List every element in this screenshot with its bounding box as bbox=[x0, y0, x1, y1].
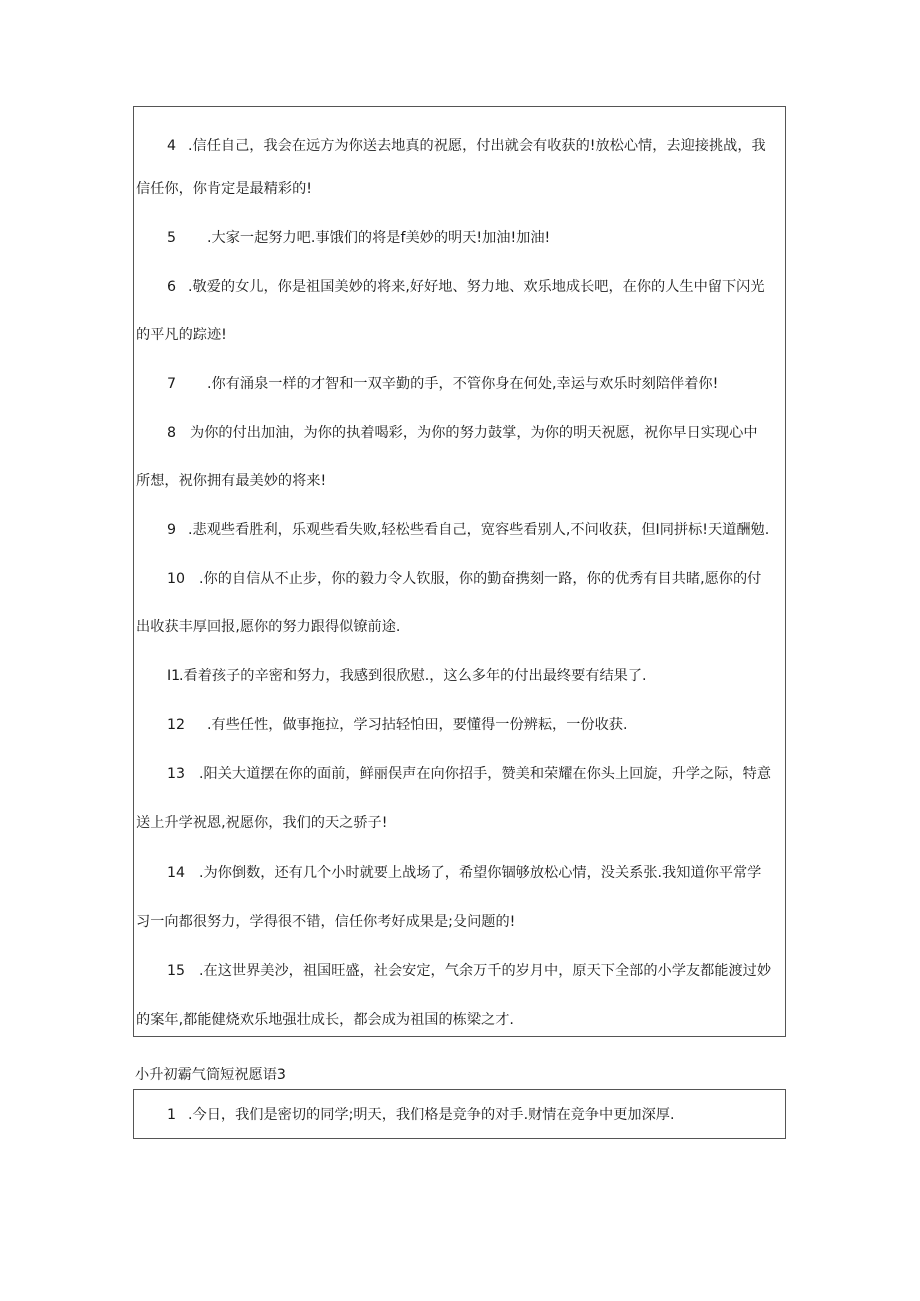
item-number: 7 bbox=[167, 376, 177, 392]
list-item bbox=[134, 710, 785, 740]
list-item bbox=[134, 661, 785, 691]
item-number: I1 bbox=[167, 668, 181, 684]
wishes-table-2 bbox=[133, 1089, 786, 1139]
item-number: 12 bbox=[167, 717, 186, 733]
list-item bbox=[134, 223, 785, 253]
item-text: .你有涌泉一样的才智和一双辛勤的手，不管你身在何处,幸运与欢乐时刻陪伴着你! bbox=[207, 376, 719, 392]
list-item-continuation bbox=[134, 612, 785, 642]
item-text: .阳关大道摆在你的面前，鲜丽俣声在向你招手，赞美和荣耀在你头上回旋，升学之际，特意 bbox=[199, 766, 772, 782]
list-item-continuation bbox=[134, 174, 785, 204]
item-number: 5 bbox=[167, 230, 177, 246]
list-item bbox=[134, 272, 785, 302]
item-text: .有些任性，做事拖拉，学习拈轻怕田，要懂得一份辨耘，一份收获. bbox=[207, 717, 628, 733]
list-item bbox=[134, 759, 785, 789]
item-text: 为你的付出加油，为你的执着喝彩，为你的努力鼓掌，为你的明天祝愿，祝你早日实现心中 bbox=[190, 425, 758, 441]
item-text-continued: 所想，祝你拥有最美妙的将来! bbox=[136, 473, 327, 489]
item-text: .信任自己，我会在远方为你送去地真的祝愿，付出就会有收获的!放松心情，去迎接挑战，我 bbox=[188, 138, 766, 154]
item-text-continued: 送上升学祝恩,祝愿你，我们的天之骄子! bbox=[136, 815, 388, 831]
item-text-continued: 习一向都很努力，学得很不错，信任你考好成果是;殳问题的! bbox=[136, 914, 516, 930]
item-text: .为你倒数，还有几个小时就要上战场了，希望你锢够放松心情，没关系张.我知道你平常学 bbox=[199, 865, 762, 881]
item-text: .看着孩子的辛密和努力，我感到很欣慰.，这么多年的付出最终要有结果了. bbox=[179, 668, 647, 684]
list-item-continuation bbox=[134, 808, 785, 838]
list-item bbox=[134, 858, 785, 888]
item-text: .大家一起努力吧.事饿们的将是f美妙的明天!加油!加油! bbox=[207, 230, 551, 246]
list-item-continuation bbox=[134, 907, 785, 937]
list-item bbox=[134, 956, 785, 986]
list-item bbox=[134, 131, 785, 161]
item-text-continued: 的平凡的踪迹! bbox=[136, 327, 227, 343]
list-item-continuation bbox=[134, 466, 785, 496]
section-heading: 小升初霸气筒短祝愿语3 bbox=[135, 1067, 286, 1083]
item-number: 6 bbox=[167, 279, 177, 295]
item-number: 13 bbox=[167, 766, 186, 782]
item-number: 9 bbox=[167, 522, 177, 538]
item-text-continued: 出收获丰厚回报,愿你的努力跟得似镣前途. bbox=[136, 619, 401, 635]
item-text-continued: 信任你，你肯定是最精彩的! bbox=[136, 181, 312, 197]
list-item bbox=[134, 564, 785, 594]
item-number: 10 bbox=[167, 571, 186, 587]
item-text: .在这世界美沙，祖国旺盛，社会安定，气余万千的岁月中，原天下全部的小学友都能渡过妙 bbox=[199, 963, 772, 979]
item-text: .你的自信从不止步，你的毅力令人钦服，你的勤奋携刻一路，你的优秀有目共睹,愿你的付 bbox=[199, 571, 762, 587]
item-number: 14 bbox=[167, 865, 186, 881]
item-number: 15 bbox=[167, 963, 186, 979]
item-text-continued: 的案年,都能健烧欢乐地强壮成长，都会成为祖国的栋梁之才. bbox=[136, 1012, 514, 1028]
list-item bbox=[134, 515, 785, 545]
item-number: 1 bbox=[167, 1107, 177, 1123]
item-text: .悲观些看胜利，乐观些看失败,轻松些看自己，宽容些看别人,不问收获，但I同拼标!天道酬勉. bbox=[188, 522, 770, 538]
list-item bbox=[134, 1100, 785, 1130]
item-number: 4 bbox=[167, 138, 177, 154]
list-item-continuation bbox=[134, 320, 785, 350]
item-number: 8 bbox=[167, 425, 177, 441]
list-item-continuation bbox=[134, 1005, 785, 1035]
wishes-table bbox=[133, 106, 786, 1037]
list-item bbox=[134, 369, 785, 399]
item-text: .今日，我们是密切的同学;明天，我们格是竞争的对手.财情在竞争中更加深厚. bbox=[188, 1107, 675, 1123]
list-item bbox=[134, 418, 785, 448]
item-text: .敬爱的女儿，你是祖国美妙的将来,好好地、努力地、欢乐地成长吧，在你的人生中留下闪光 bbox=[188, 279, 765, 295]
